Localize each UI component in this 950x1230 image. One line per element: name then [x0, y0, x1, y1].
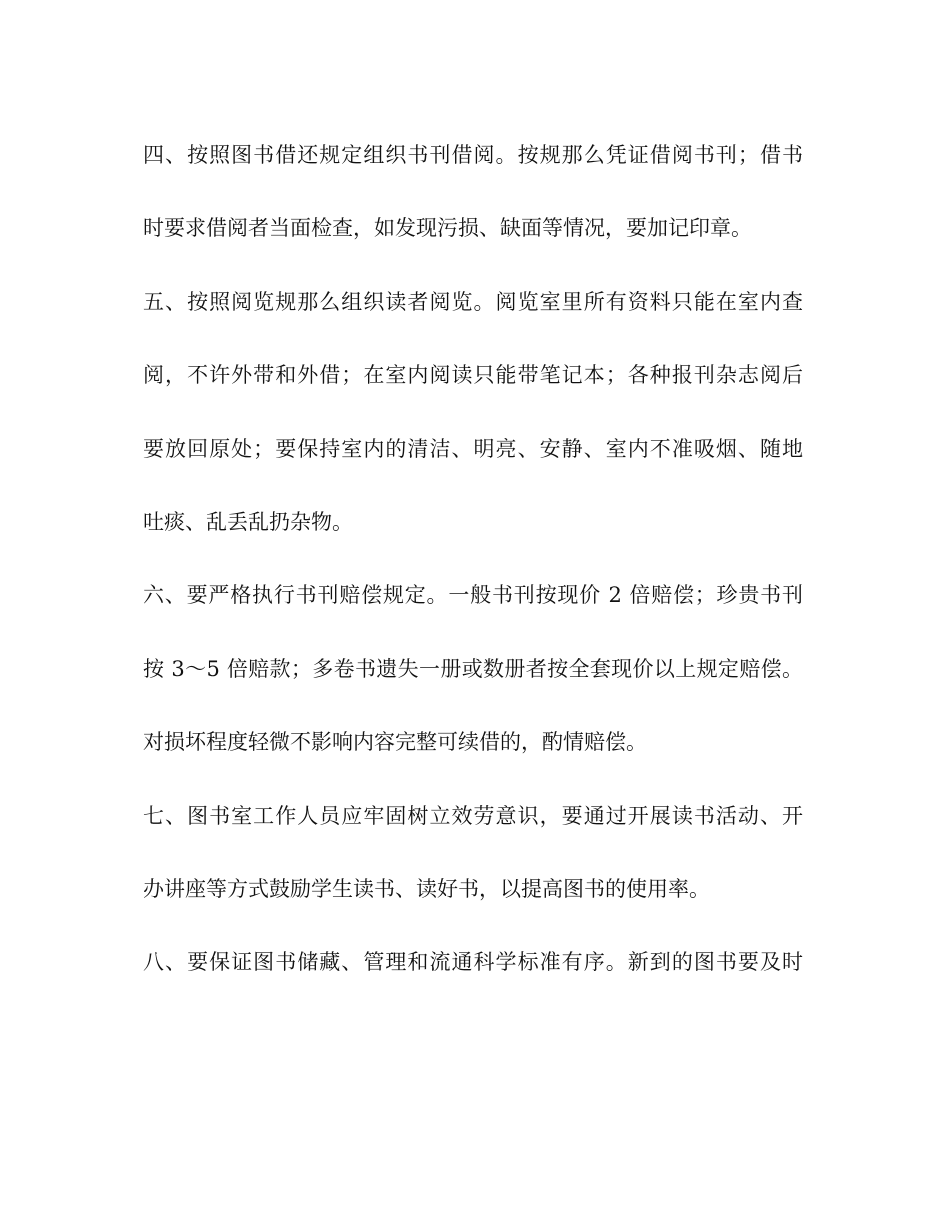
text-line: 要放回原处；要保持室内的清洁、明亮、安静、室内不准吸烟、随地 [143, 436, 803, 461]
text-line: 按 3～5 倍赔款；多卷书遗失一册或数册者按全套现价以上规定赔偿。 [143, 656, 803, 681]
text-line: 办讲座等方式鼓励学生读书、读好书，以提高图书的使用率。 [143, 876, 710, 901]
text-line: 七、图书室工作人员应牢固树立效劳意识，要通过开展读书活动、开 [143, 803, 803, 828]
text-line: 对损坏程度轻微不影响内容完整可续借的，酌情赔偿。 [143, 730, 647, 755]
text-line: 阅，不许外带和外借；在室内阅读只能带笔记本；各种报刊杂志阅后 [143, 363, 803, 388]
text-line: 四、按照图书借还规定组织书刊借阅。按规那么凭证借阅书刊；借书 [143, 143, 803, 167]
text-line: 八、要保证图书储藏、管理和流通科学标准有序。新到的图书要及时 [143, 950, 803, 975]
body-text [143, 135, 803, 1016]
text-line: 吐痰、乱丢乱扔杂物。 [143, 509, 353, 534]
text-line: 时要求借阅者当面检查，如发现污损、缺面等情况，要加记印章。 [143, 216, 752, 241]
text-line: 六、要严格执行书刊赔偿规定。一般书刊按现价 2 倍赔偿；珍贵书刊 [143, 583, 803, 608]
text-line: 五、按照阅览规那么组织读者阅览。阅览室里所有资料只能在室内查 [143, 289, 803, 314]
